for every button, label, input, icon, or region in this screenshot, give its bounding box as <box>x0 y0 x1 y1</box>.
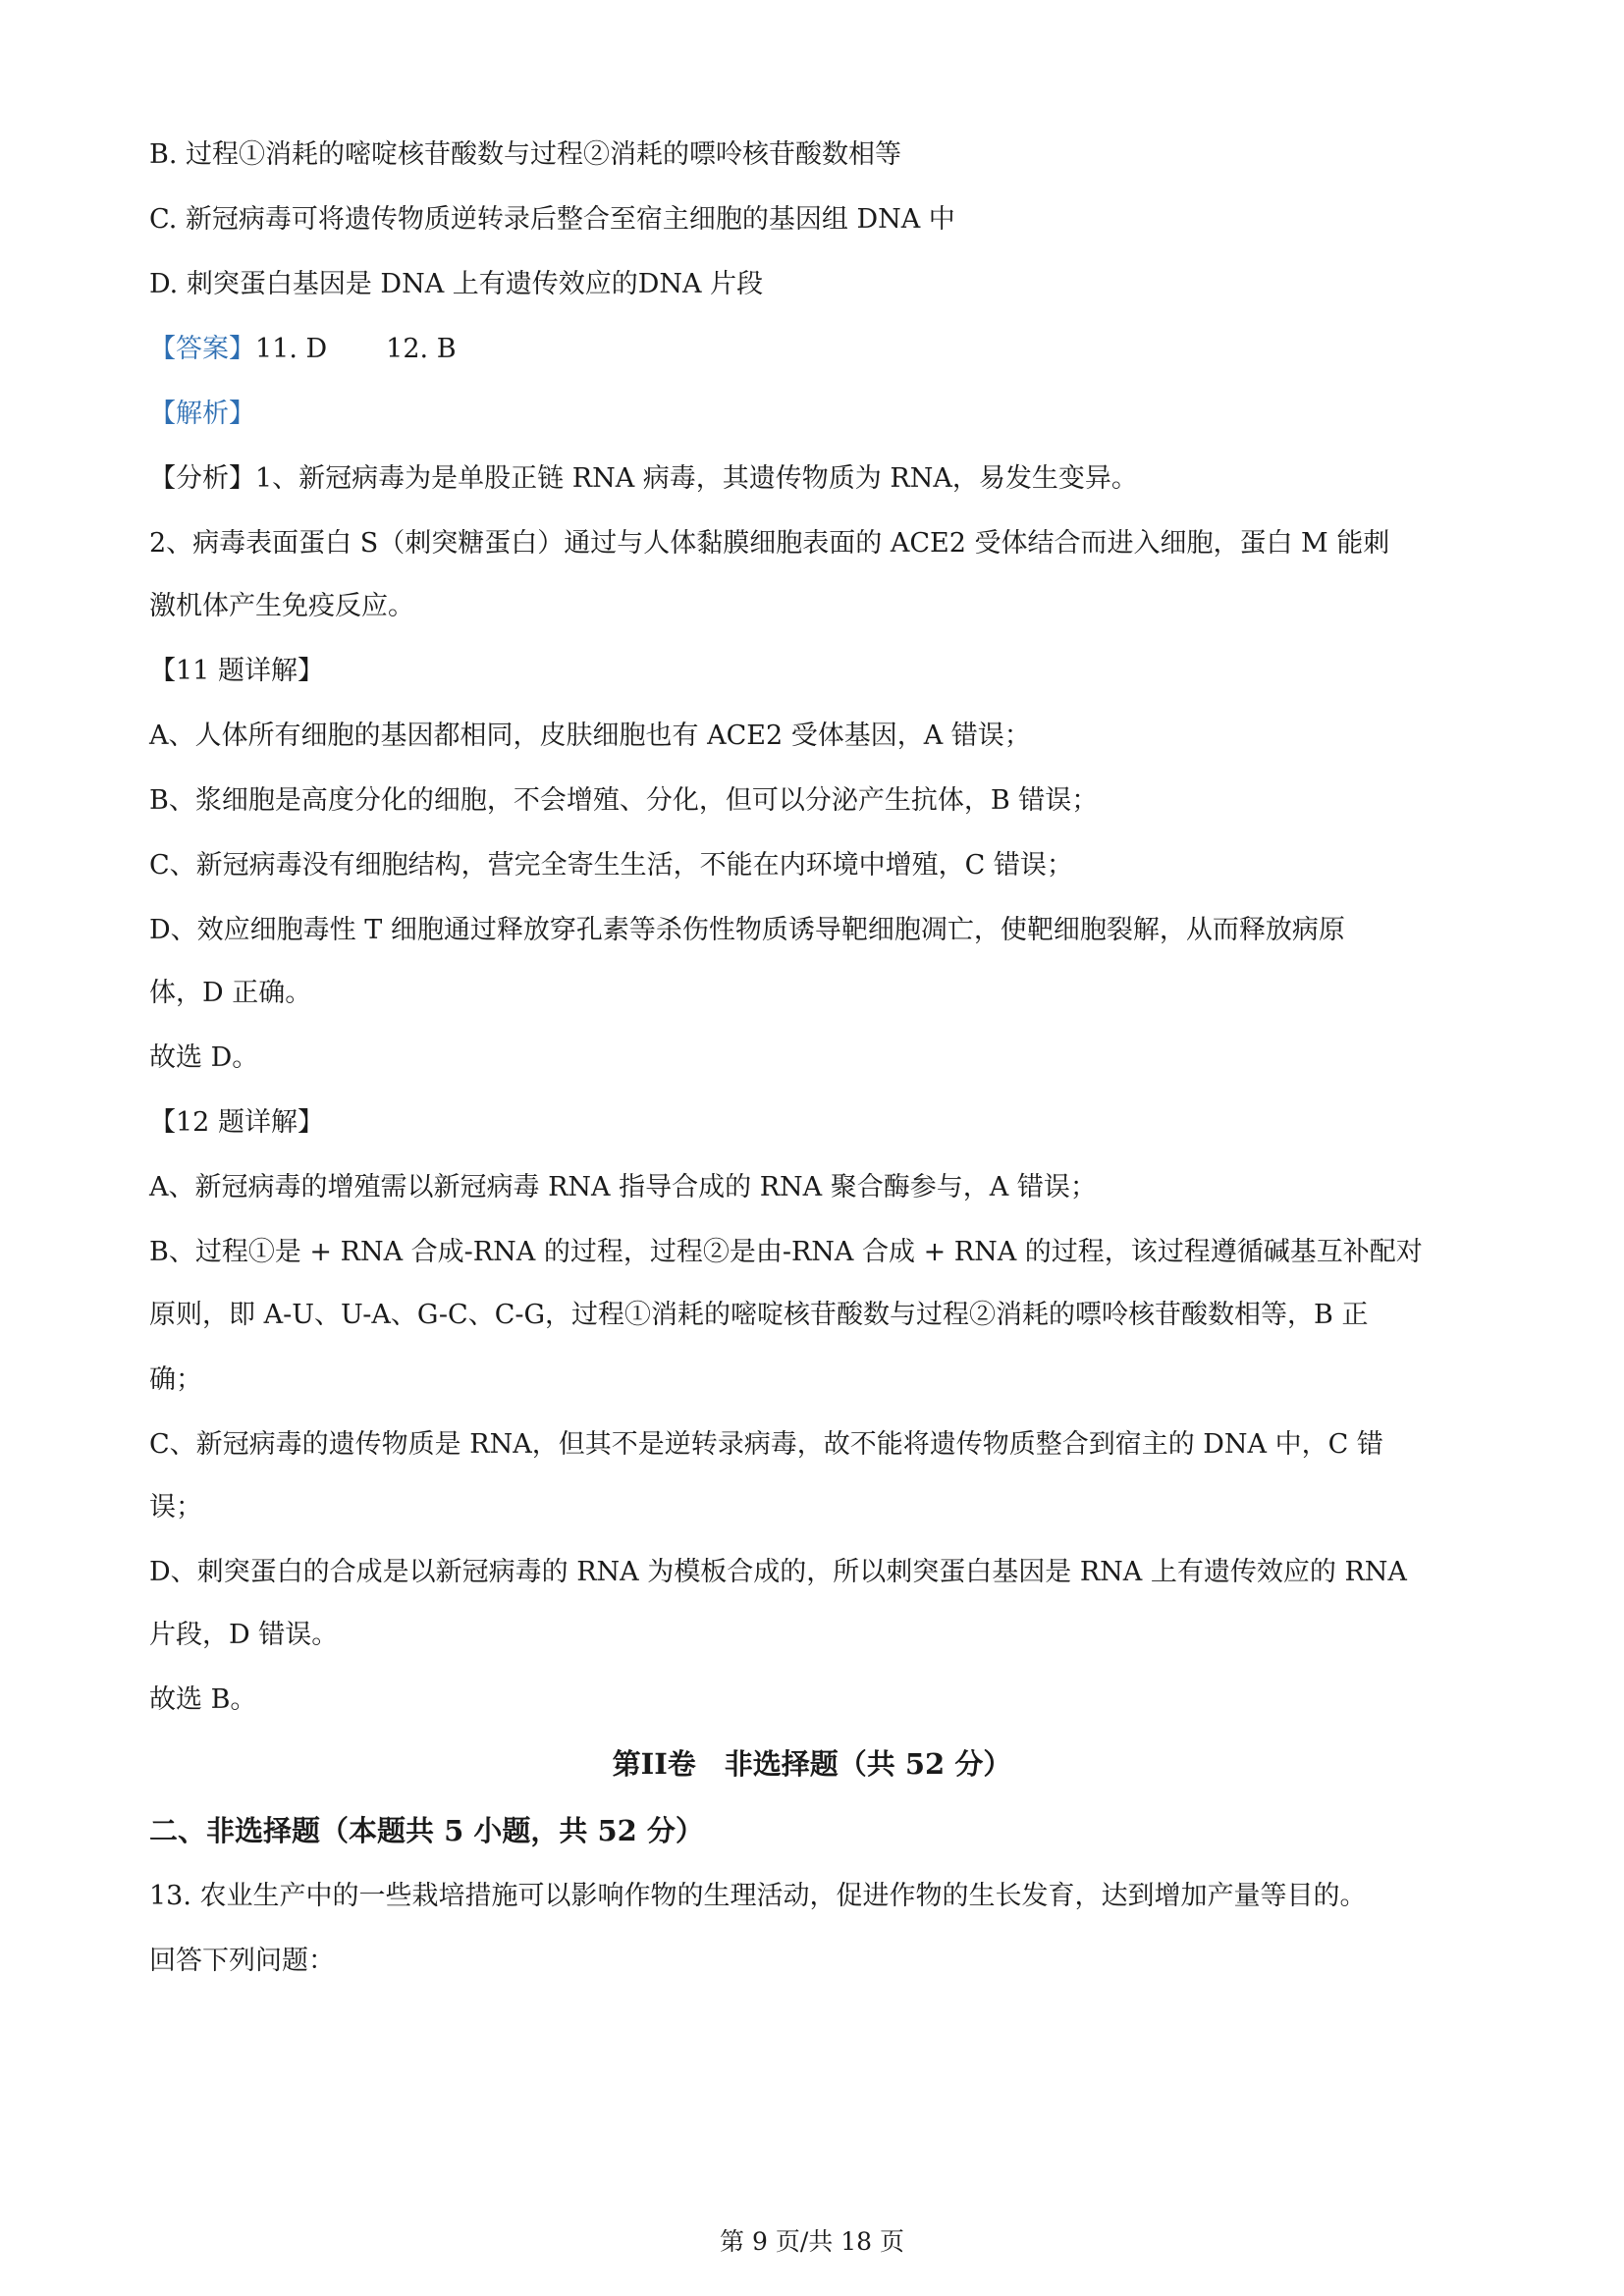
q11-option-a: A、人体所有细胞的基因都相同，皮肤细胞也有 ACE2 受体基因，A 错误； <box>149 721 1031 751</box>
page-footer: 第 9 页/共 18 页 <box>720 2227 904 2256</box>
part-title: 二、非选择题（本题共 5 小题，共 52 分） <box>149 1814 704 1847</box>
q13-line2: 回答下列问题： <box>149 1946 335 1976</box>
q11-option-c: C、新冠病毒没有细胞结构，营完全寄生生活，不能在内环境中增殖，C 错误； <box>149 850 1073 881</box>
q12-option-a: A、新冠病毒的增殖需以新冠病毒 RNA 指导合成的 RNA 聚合酶参与，A 错误； <box>149 1172 1097 1202</box>
option-c: C. 新冠病毒可将遗传物质逆转录后整合至宿主细胞的基因组 DNA 中 <box>149 204 955 235</box>
answer-12: 12. B <box>386 334 457 364</box>
analysis-p2-line2: 激机体产生免疫反应。 <box>149 591 414 621</box>
section-title: 第II卷 非选择题（共 52 分） <box>612 1747 1012 1781</box>
q12-option-c-line1: C、新冠病毒的遗传物质是 RNA，但其不是逆转录病毒，故不能将遗传物质整合到宿主的 DNA 中，C 错 <box>149 1429 1383 1460</box>
option-b: B. 过程①消耗的嘧啶核苷酸数与过程②消耗的嘌呤核苷酸数相等 <box>149 139 902 170</box>
q12-option-b-line2: 原则，即 A-U、U-A、G-C、C-G，过程①消耗的嘧啶核苷酸数与过程②消耗的嘌呤核苷酸数相等，B 正 <box>149 1300 1369 1330</box>
q11-conclusion: 故选 D。 <box>149 1042 259 1073</box>
q12-option-c-line2: 误； <box>149 1492 202 1522</box>
q12-option-d-line1: D、刺突蛋白的合成是以新冠病毒的 RNA 为模板合成的，所以刺突蛋白基因是 RNA 上有遗传效应的 RNA <box>149 1557 1407 1587</box>
q12-option-b-line3: 确； <box>149 1364 202 1395</box>
q12-option-b-line1: B、过程①是 + RNA 合成-RNA 的过程，过程②是由-RNA 合成 + RNA 的过程，该过程遵循碱基互补配对 <box>149 1237 1423 1267</box>
q12-conclusion: 故选 B。 <box>149 1684 257 1715</box>
analysis-p1: 【分析】1、新冠病毒为是单股正链 RNA 病毒，其遗传物质为 RNA，易发生变异。 <box>149 463 1138 494</box>
q11-title: 【11 题详解】 <box>149 656 324 686</box>
q12-option-d-line2: 片段，D 错误。 <box>149 1620 339 1650</box>
answer-line <box>149 332 1485 367</box>
q12-title: 【12 题详解】 <box>149 1107 324 1138</box>
analysis-label: 【解析】 <box>149 399 255 429</box>
answer-11: 11. D <box>255 334 328 364</box>
answer-label: 【答案】 <box>149 334 255 364</box>
q13-line1: 13. 农业生产中的一些栽培措施可以影响作物的生理活动，促进作物的生长发育，达到增加产量等目的。 <box>149 1881 1367 1911</box>
q11-option-b: B、浆细胞是高度分化的细胞，不会增殖、分化，但可以分泌产生抗体，B 错误； <box>149 785 1099 816</box>
q11-option-d-line2: 体，D 正确。 <box>149 978 312 1008</box>
analysis-p2-line1: 2、病毒表面蛋白 S（刺突糖蛋白）通过与人体黏膜细胞表面的 ACE2 受体结合而进入细胞，蛋白 M 能刺 <box>149 528 1390 559</box>
q11-option-d-line1: D、效应细胞毒性 T 细胞通过释放穿孔素等杀伤性物质诱导靶细胞凋亡，使靶细胞裂解，从而释放病原 <box>149 915 1345 945</box>
option-d: D. 刺突蛋白基因是 DNA 上有遗传效应的DNA 片段 <box>149 269 764 299</box>
